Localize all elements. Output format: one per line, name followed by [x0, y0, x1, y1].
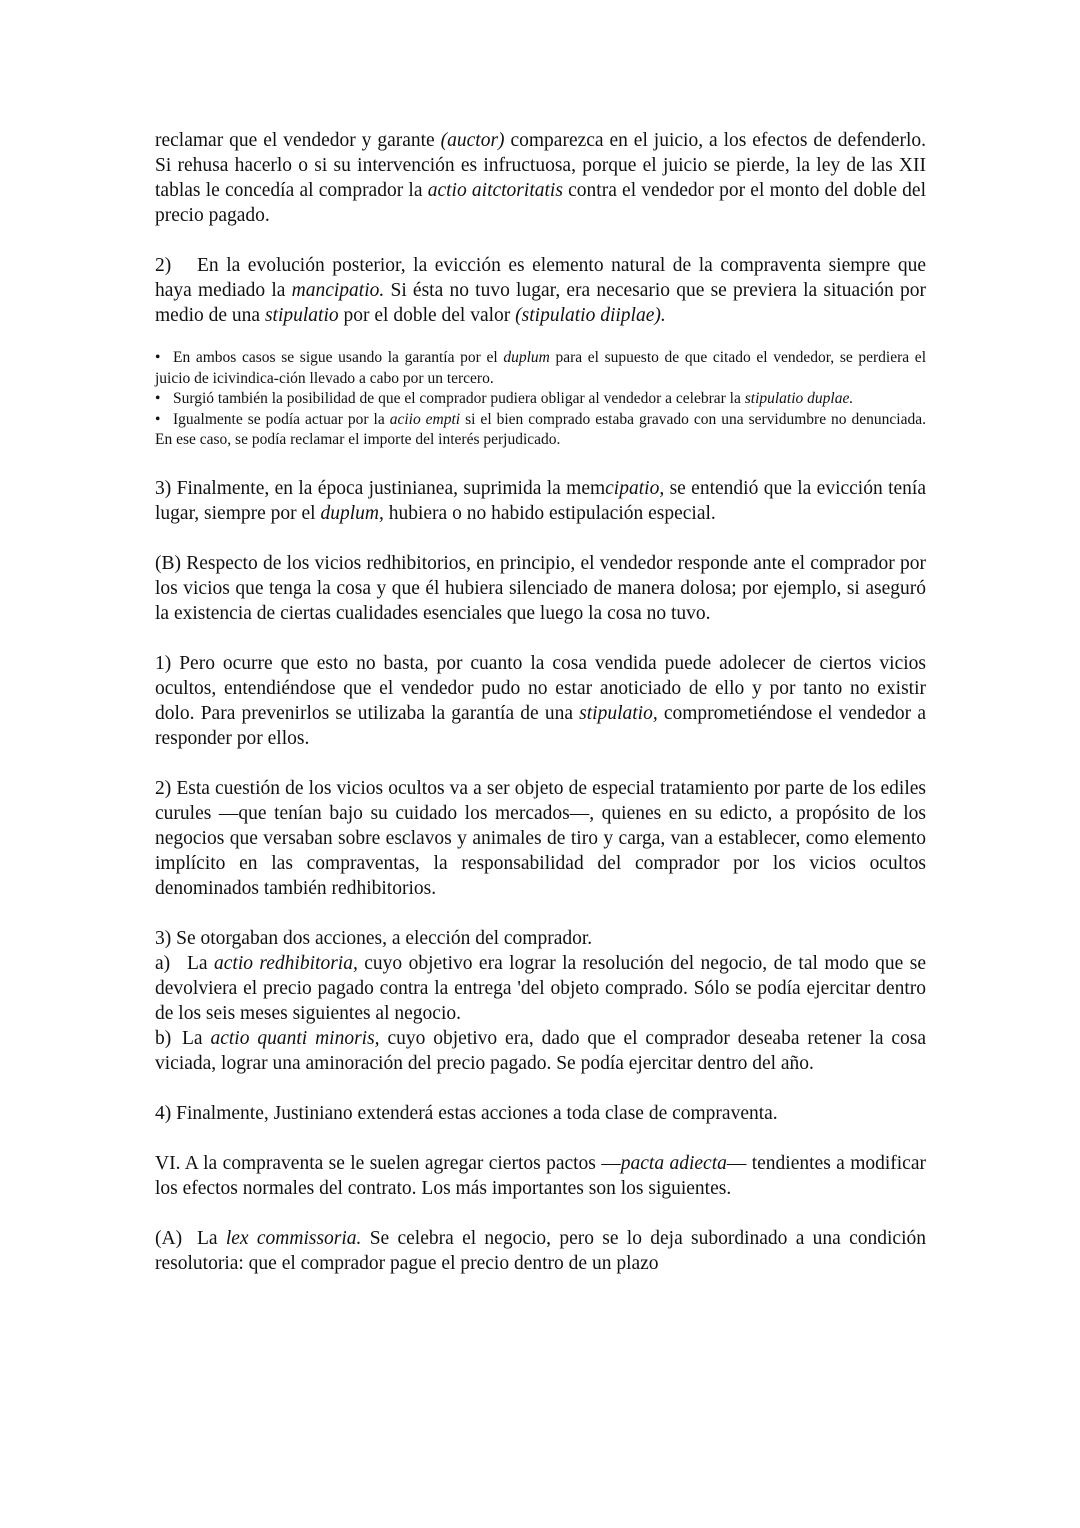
item-number: 2) — [155, 255, 172, 276]
text: por el doble del valor — [338, 305, 516, 326]
text: La — [187, 952, 214, 974]
text: Igualmente se podía actuar por la — [173, 410, 390, 428]
italic-term: lex commissoria. — [225, 1227, 362, 1249]
text: se entendió que la evicción tenía lugar, siempre por el — [155, 477, 926, 524]
text: La — [197, 1227, 226, 1249]
text: Se celebra el negocio, pero se lo deja subordinado a una condición resolutoria: que el comprador pague el precio dentro de un plazo — [155, 1227, 926, 1274]
text: reclamar que el vendedor y garante — [155, 130, 441, 151]
text: 1) Pero ocurre que esto no basta, por cuanto la cosa vendida puede adolecer de ciertos vicios ocultos, entendiéndose que el vendedor pudo no estar anoticiado de ello y por tanto no existir dolo. Para prevenirlos se utilizaba la garantía de una — [155, 652, 926, 724]
text: Surgió también la posibilidad de que el comprador pudiera obligar al vendedor a celebrar la — [173, 390, 745, 407]
italic-term: cipatio, — [605, 477, 665, 499]
paragraph-justiniano: 4) Finalmente, Justiniano extenderá estas acciones a toda clase de compraventa. — [155, 1102, 778, 1124]
text: si el bien comprado estaba gravado con una servidumbre no denunciada. En ese caso, se podía reclamar el importe del interés perjudicado. — [155, 410, 926, 448]
paragraph-ediles-curules: 2) Esta cuestión de los vicios ocultos va a ser objeto de especial tratamiento por parte de los ediles curules —que tenían bajo su cuidado los mercados—, quienes en su edicto, a propósito de los negocios que versaban sobre esclavos y animales de tiro y carga, van a establecer, como elemento implícito en las compraventas, la responsabilidad del comprador por los vicios ocultos denominados también redhibitorios. — [155, 777, 926, 899]
paragraph-acciones-intro: 3) Se otorgaban dos acciones, a elección del comprador. — [155, 927, 593, 949]
italic-term: mancipatio. — [291, 280, 385, 301]
bullet-icon: • — [155, 390, 161, 407]
text: hubiera o no habido estipulación especial. — [383, 502, 716, 524]
text: En ambos casos se sigue usando la garantía por el — [173, 349, 504, 366]
text: VI. A la compraventa se le suelen agregar ciertos pactos — — [155, 1152, 621, 1174]
text: En la evolución posterior, la evicción es elemento natural de la compraventa siempre que haya mediado la — [155, 255, 926, 301]
item-number: a) — [155, 952, 171, 974]
item-number: b) — [155, 1027, 172, 1049]
italic-term: duplum, — [320, 502, 384, 524]
paragraph-pacta-adiecta — [155, 1151, 926, 1201]
text: para el supuesto de que citado el vendedor, se perdiera el juicio de icivindica-ción llevado a cabo por un tercero. — [155, 349, 926, 387]
paragraph-actio-quanti-minoris — [155, 1026, 926, 1076]
italic-term: (stipulatio diiplae). — [515, 305, 666, 326]
paragraph-actio-redhibitoria — [155, 951, 926, 1026]
text: Si ésta no tuvo lugar, era necesario que se previera la situación por medio de una — [155, 280, 926, 326]
italic-term: actio aitctoritatis — [427, 180, 563, 201]
bullet-icon: • — [155, 349, 161, 366]
paragraph-vicios-ocultos — [155, 651, 926, 751]
paragraph-vicios-redhibitorios: (B) Respecto de los vicios redhibitorios, en principio, el vendedor responde ante el comprador por los vicios que tenga la cosa y que él hubiera silenciado de manera dolosa; por ejemplo, si aseguró la existencia de ciertas cualidades esenciales que luego la cosa no tuvo. — [155, 552, 926, 624]
paragraph-justinianea — [155, 476, 926, 526]
item-number: (A) — [155, 1227, 183, 1249]
italic-term: actio quanti minoris, — [210, 1027, 380, 1049]
paragraph-lex-commissoria — [155, 1226, 926, 1276]
text: 3) Finalmente, en la época justinianea, suprimida la mem — [155, 477, 606, 499]
text: cuyo objetivo era lograr la resolución del negocio, de tal modo que se devolviera el precio pagado contra la entrega 'del objeto comprado. Sólo se podía ejercitar dentro de los seis meses siguientes al negocio. — [155, 952, 926, 1024]
text: comprometiéndose el vendedor a responder por ellos. — [155, 702, 926, 749]
text: cuyo objetivo era, dado que el comprador deseaba retener la cosa viciada, lograr una aminoración del precio pagado. Se podía ejercitar dentro del año. — [155, 1027, 927, 1074]
text: contra el vendedor por el monto del doble del precio pagado. — [155, 180, 927, 226]
text: comparezca en el juicio, a los efectos de defenderlo. Si rehusa hacerlo o si su intervención es infructuosa, porque el juicio se pierde, la ley de las XII tablas le concedía al comprador la — [155, 130, 926, 201]
italic-term: stipulatio — [264, 305, 339, 326]
italic-term: aciio empti — [389, 410, 461, 428]
bullet-list — [155, 348, 926, 451]
bullet-item — [155, 410, 926, 451]
italic-term: stipulatio, — [579, 702, 658, 724]
italic-term: stipulatio duplae. — [744, 390, 854, 407]
italic-term: duplum — [503, 349, 550, 366]
paragraph-evolucion — [155, 253, 926, 328]
document-page — [155, 128, 926, 1276]
bullet-item — [155, 348, 926, 389]
paragraph-auctor — [155, 128, 926, 228]
text: La — [182, 1027, 211, 1049]
italic-term: pacta adiecta — [620, 1152, 727, 1174]
italic-term: (auctor) — [440, 130, 505, 151]
text: — tendientes a modificar los efectos normales del contrato. Los más importantes son los siguientes. — [155, 1152, 926, 1199]
bullet-icon: • — [155, 410, 161, 428]
bullet-item — [155, 389, 926, 410]
italic-term: actio redhibitoria, — [214, 952, 358, 974]
